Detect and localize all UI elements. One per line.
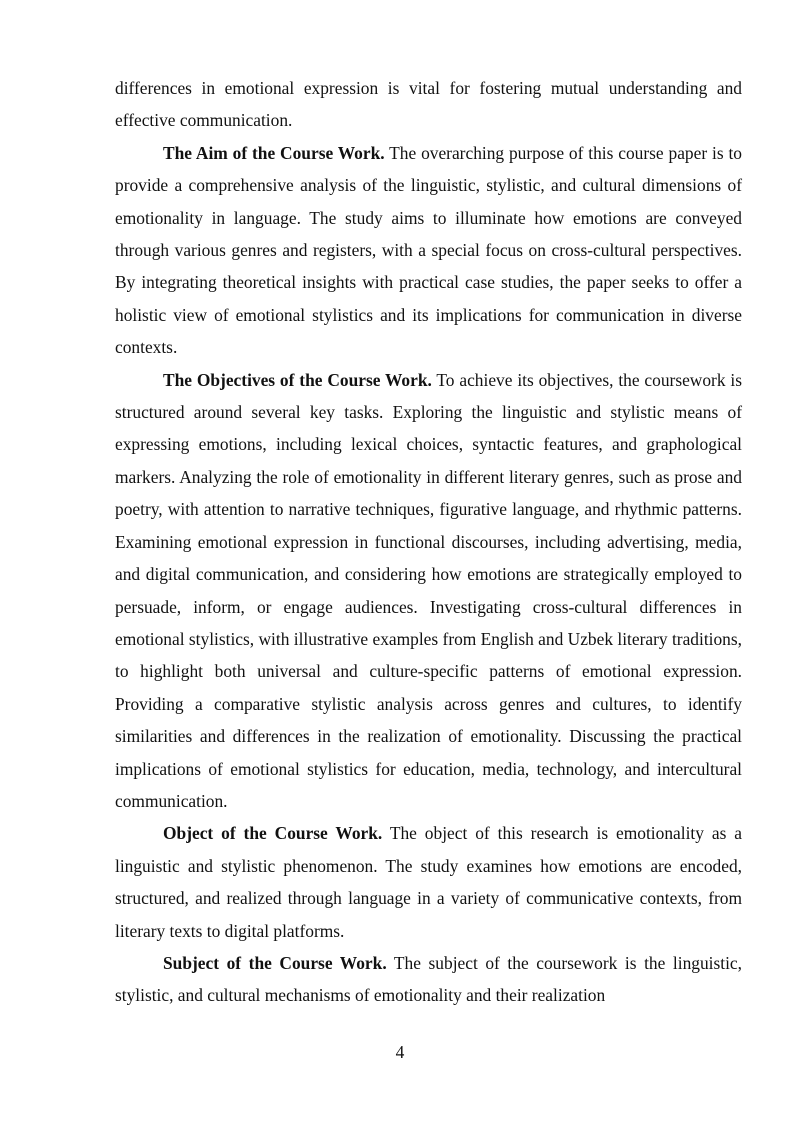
object-paragraph <box>115 817 742 947</box>
document-page <box>115 72 742 1012</box>
aim-text: The overarching purpose of this course paper is to provide a comprehensive analysis of the linguistic, stylistic, and cultural dimensions of emotionality in language. The study aims to illuminate how emotions are conveyed through various genres and registers, with a special focus on cross-cultural perspectives. By integrating theoretical insights with practical case studies, the paper seeks to offer a holistic view of emotional stylistics and its implications for communication in diverse contexts. <box>115 142 742 358</box>
objectives-heading: The Objectives of the Course Work. <box>163 369 432 390</box>
subject-text: The subject of the coursework is the linguistic, stylistic, and cultural mechanisms of emotionality and their realization <box>115 952 742 1006</box>
subject-paragraph <box>115 947 742 1012</box>
aim-paragraph <box>115 137 742 364</box>
page-number: 4 <box>395 1042 405 1062</box>
objectives-text: To achieve its objectives, the coursework is structured around several key tasks. Exploring the linguistic and stylistic means of expressing emotions, including lexical choices, syntactic features, and graphological markers. Analyzing the role of emotionality in different literary genres, such as prose and poetry, with attention to narrative techniques, figurative language, and rhythmic patterns. Examining emotional expression in functional discourses, including advertising, media, and digital communication, and considering how emotions are strategically employed to persuade, inform, or engage audiences. Investigating cross-cultural differences in emotional stylistics, with illustrative examples from English and Uzbek literary traditions, to highlight both universal and culture-specific patterns of emotional expression. Providing a comparative stylistic analysis across genres and cultures, to identify similarities and differences in the realization of emotionality. Discussing the practical implications of emotional stylistics for education, media, technology, and intercultural communication. <box>115 369 743 811</box>
intro-continuation-paragraph: differences in emotional expression is vital for fostering mutual understanding and effective communication. <box>115 78 742 131</box>
object-text: The object of this research is emotionality as a linguistic and stylistic phenomenon. The study examines how emotions are encoded, structured, and realized through language in a variety of communicative contexts, from literary texts to digital platforms. <box>115 823 742 941</box>
aim-heading: The Aim of the Course Work. <box>163 142 385 163</box>
subject-heading: Subject of the Course Work. <box>163 952 387 973</box>
objectives-paragraph <box>115 364 742 818</box>
object-heading: Object of the Course Work. <box>163 823 383 844</box>
